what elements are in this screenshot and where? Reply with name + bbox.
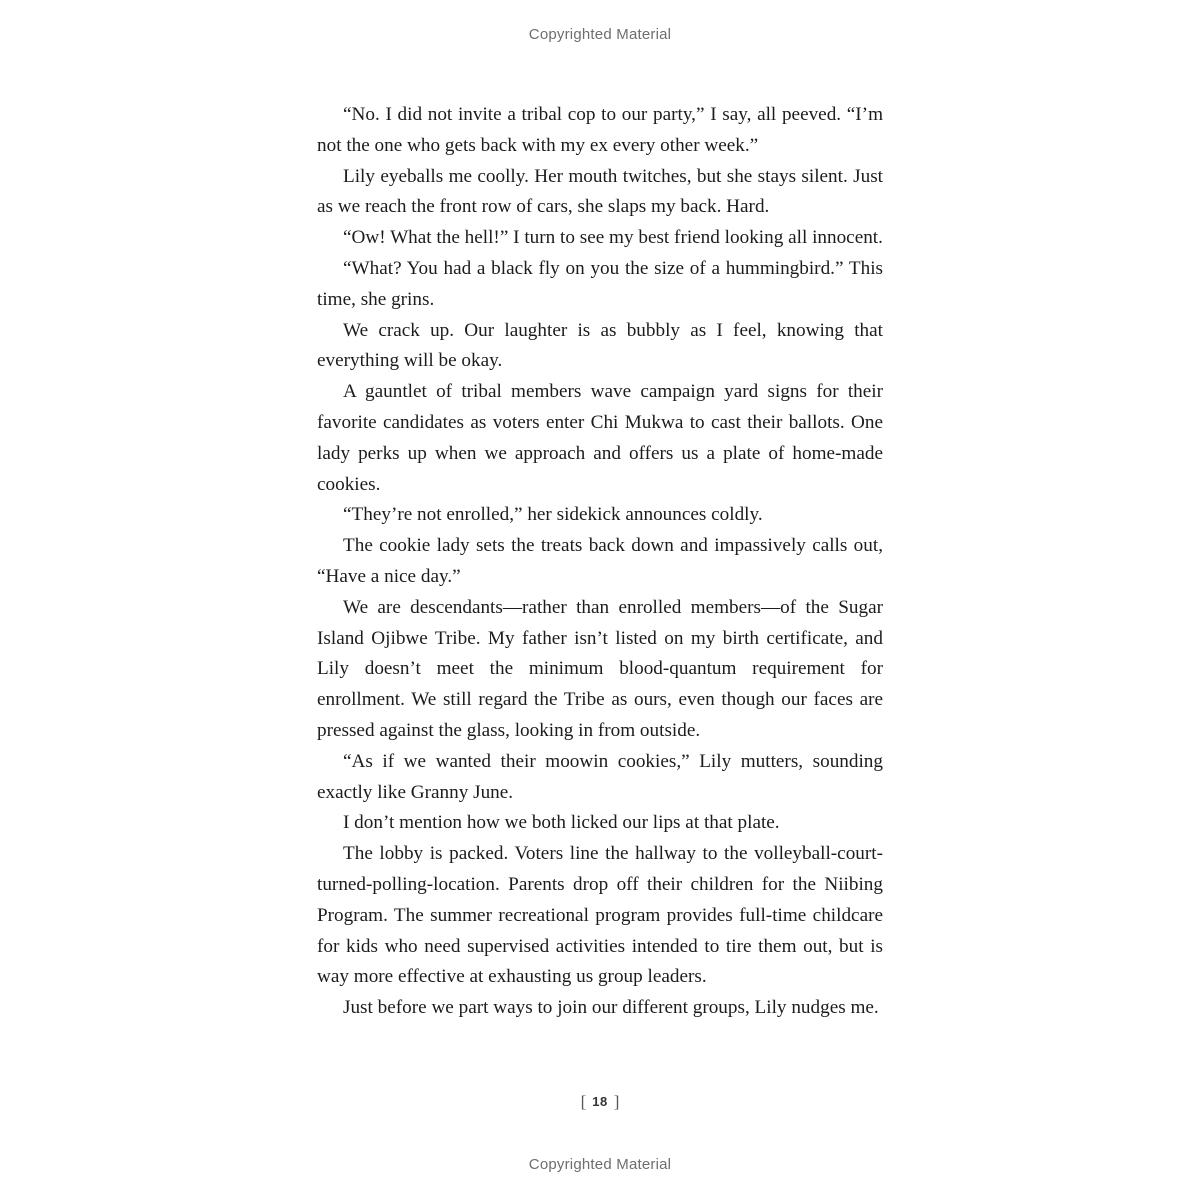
paragraph: We are descendants—rather than enrolled members—of the Sugar Island Ojibwe Tribe. My father isn’t listed on my birth certificate, and Lily doesn’t meet the minimum blood-quantum requirement for enrollment. We still regard the Tribe as ours, even though our faces are pressed against the glass, looking in from outside. <box>317 596 883 741</box>
paragraph: “Ow! What the hell!” I turn to see my best friend looking all innocent. <box>343 227 883 249</box>
paragraph: “They’re not enrolled,” her sidekick announces coldly. <box>343 504 763 526</box>
page-body-text <box>317 100 883 1024</box>
paragraph: I don’t mention how we both licked our lips at that plate. <box>343 812 780 834</box>
paragraph: “As if we wanted their moowin cookies,” Lily mutters, sounding exactly like Granny June. <box>317 750 883 803</box>
paragraph: “What? You had a black fly on you the size of a hummingbird.” This time, she grins. <box>317 257 883 310</box>
paragraph: The lobby is packed. Voters line the hallway to the volleyball-court-turned-polling-location. Parents drop off their children for the Niibing Program. The summer recreational program provides full-time childcare for kids who need supervised activities intended to tire them out, but is way more effective at exhausting us group leaders. <box>317 843 883 988</box>
folio-close-bracket: ] <box>613 1092 620 1111</box>
paragraph: We crack up. Our laughter is as bubbly as I feel, knowing that everything will be okay. <box>317 319 883 372</box>
paragraph: “No. I did not invite a tribal cop to our party,” I say, all peeved. “I’m not the one who gets back with my ex every other week.” <box>317 104 883 156</box>
paragraph: A gauntlet of tribal members wave campaign yard signs for their favorite candidates as voters enter Chi Mukwa to cast their ballots. One lady perks up when we approach and offers us a plate of home-made cookies. <box>317 381 883 495</box>
copyright-watermark-top: Copyrighted Material <box>528 26 672 43</box>
copyright-watermark-bottom: Copyrighted Material <box>528 1156 672 1173</box>
paragraph: Just before we part ways to join our different groups, Lily nudges me. <box>343 997 879 1019</box>
paragraph: Lily eyeballs me coolly. Her mouth twitches, but she stays silent. Just as we reach the front row of cars, she slaps my back. Hard. <box>317 165 883 218</box>
page-number-folio <box>0 1092 1200 1112</box>
paragraph: The cookie lady sets the treats back down and impassively calls out, “Have a nice day.” <box>317 535 883 587</box>
folio-open-bracket: [ <box>580 1092 587 1111</box>
page-number: 18 <box>592 1094 608 1109</box>
